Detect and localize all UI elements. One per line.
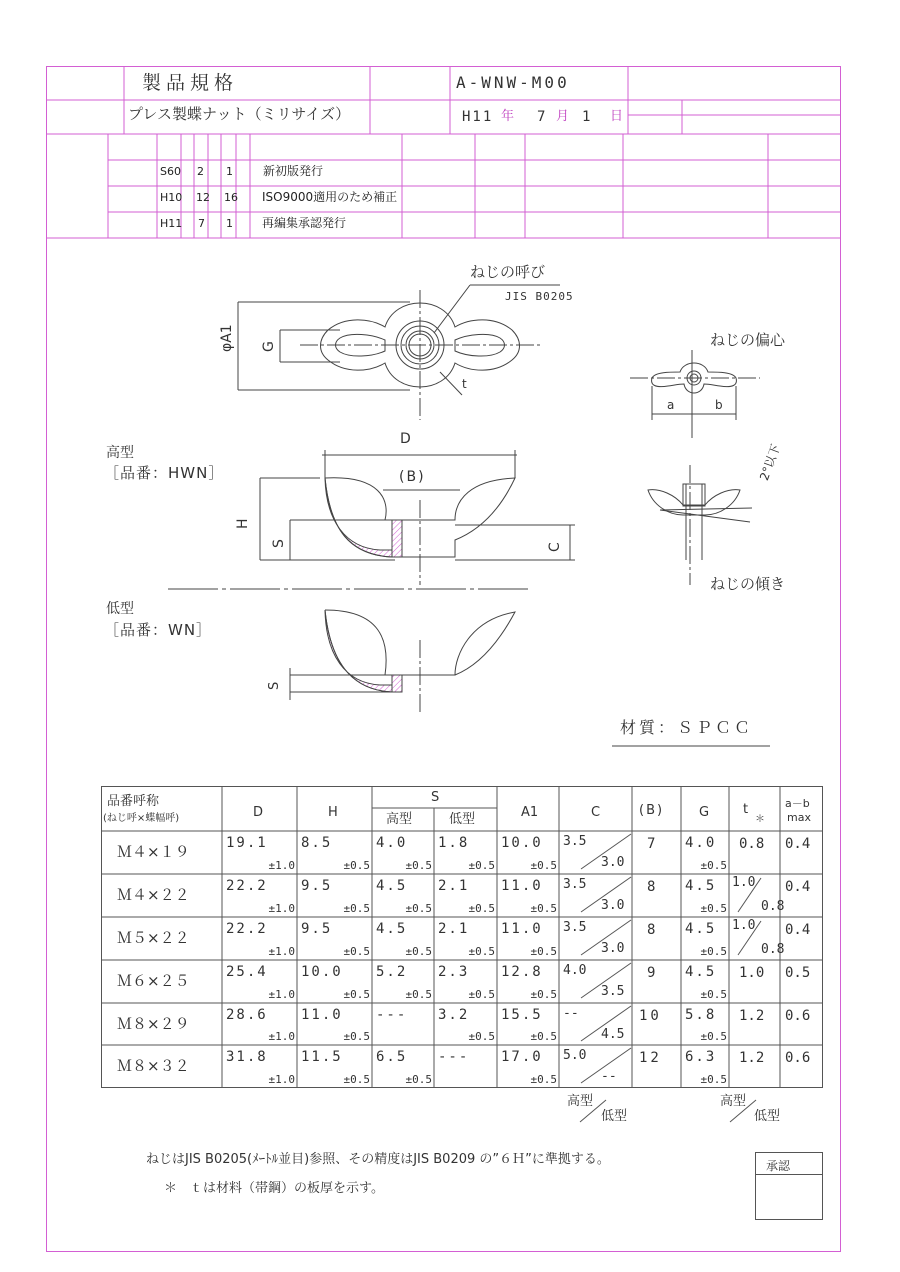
cell-G-tol: ±0.5 — [700, 902, 727, 915]
cell-B: 12 — [639, 1050, 662, 1066]
cell-S-low: --- — [438, 1049, 470, 1065]
cell-ab: 0.4 — [785, 879, 811, 895]
header-G: G — [699, 805, 710, 820]
cell-t-high: 1.0 — [732, 875, 756, 890]
cell-B: 9 — [647, 965, 656, 981]
rev-day: 1 — [226, 217, 233, 230]
cell-t-high: 1.0 — [732, 918, 756, 933]
cell-t: 1.2 — [739, 1008, 765, 1024]
rev-day: 1 — [226, 165, 233, 178]
rev-era: H11 — [160, 217, 183, 230]
cell-H-tol: ±0.5 — [343, 1073, 370, 1086]
cell-D: 31.8 — [226, 1049, 268, 1065]
header-A1: A1 — [521, 805, 539, 820]
cell-S-high: --- — [376, 1007, 408, 1023]
cell-C-low: -- — [601, 1069, 617, 1084]
cell-C-low: 3.5 — [601, 984, 625, 999]
high-type-code: ［品番：HWN］ — [104, 464, 225, 482]
cell-A1-tol: ±0.5 — [530, 902, 557, 915]
dim-phiA1: φA1 — [219, 324, 235, 352]
row-name: Ｍ８×３２ — [117, 1057, 190, 1075]
note-line-2: ＊ ｔは材料（帯鋼）の板厚を示す。 — [164, 1181, 384, 1196]
rev-month: 7 — [198, 217, 205, 230]
cell-A1: 15.5 — [501, 1007, 543, 1023]
cell-C-high: -- — [563, 1006, 579, 1021]
cell-C-low: 3.0 — [601, 898, 625, 913]
cell-S-high: 6.5 — [376, 1049, 408, 1065]
header-C: C — [591, 805, 601, 820]
cell-S-high-tol: ±0.5 — [405, 1073, 432, 1086]
doc-subtitle: プレス製蝶ナット（ミリサイズ） — [128, 105, 351, 123]
header-B: (B) — [639, 803, 665, 818]
rev-month: 12 — [196, 191, 210, 204]
header-t: t — [743, 802, 749, 817]
cell-S-high: 4.5 — [376, 878, 408, 894]
cell-C-low: 3.0 — [601, 855, 625, 870]
approval-label: 承認 — [756, 1153, 822, 1175]
doc-title: 製品規格 — [142, 72, 239, 94]
cell-S-low: 2.1 — [438, 921, 470, 937]
cell-D: 22.2 — [226, 878, 268, 894]
header-name: 品番呼称 — [107, 794, 160, 809]
thread-label: ねじの呼び — [470, 263, 546, 281]
dim-B: (B) — [399, 469, 426, 485]
cell-S-high-tol: ±0.5 — [405, 988, 432, 1001]
cell-C-low: 4.5 — [601, 1027, 625, 1042]
rev-note: 新初版発行 — [263, 164, 324, 178]
cell-t-low: 0.8 — [761, 899, 785, 914]
cell-C-high: 5.0 — [563, 1048, 587, 1063]
doc-number: A-WNW-M00 — [456, 73, 570, 92]
dim-a: a — [667, 398, 675, 412]
dim-t: t — [462, 377, 467, 391]
approval-box — [755, 1152, 823, 1220]
header-S-low: 低型 — [449, 812, 476, 827]
dim-D: D — [400, 431, 411, 447]
dim-H: H — [235, 518, 251, 529]
cell-G: 5.8 — [685, 1007, 717, 1023]
header-H: H — [328, 805, 338, 820]
cell-C-high: 3.5 — [563, 877, 587, 892]
header-S: S — [431, 790, 440, 805]
cell-A1-tol: ±0.5 — [530, 1073, 557, 1086]
header-D: D — [253, 805, 264, 820]
date-year-label: 年 — [501, 109, 515, 124]
header-S-high: 高型 — [386, 812, 413, 827]
cell-G: 4.5 — [685, 878, 717, 894]
cell-S-low-tol: ±0.5 — [468, 859, 495, 872]
cell-B: 10 — [639, 1008, 662, 1024]
date-era: H11 — [462, 109, 494, 125]
cell-S-low-tol: ±0.5 — [468, 1030, 495, 1043]
rev-note: 再編集承認発行 — [262, 216, 347, 230]
cell-D: 28.6 — [226, 1007, 268, 1023]
cell-D-tol: ±1.0 — [268, 1073, 295, 1086]
cell-S-low-tol: ±0.5 — [468, 902, 495, 915]
cell-H: 8.5 — [301, 835, 333, 851]
cell-B: 7 — [647, 836, 656, 852]
cell-S-low: 3.2 — [438, 1007, 470, 1023]
cell-ab: 0.4 — [785, 836, 811, 852]
cell-H: 11.5 — [301, 1049, 343, 1065]
cell-S-high-tol: ±0.5 — [405, 945, 432, 958]
cell-G-tol: ±0.5 — [700, 988, 727, 1001]
cell-G-tol: ±0.5 — [700, 945, 727, 958]
cell-A1-tol: ±0.5 — [530, 859, 557, 872]
legend-high: 高型 — [567, 1094, 594, 1109]
cell-B: 8 — [647, 879, 656, 895]
cell-S-high-tol: ±0.5 — [405, 902, 432, 915]
cell-D-tol: ±1.0 — [268, 988, 295, 1001]
cell-H-tol: ±0.5 — [343, 988, 370, 1001]
header-name-sub: (ねじ呼×蝶幅呼) — [103, 813, 180, 824]
cell-G-tol: ±0.5 — [700, 859, 727, 872]
dim-b: b — [715, 398, 723, 412]
tilt-title: ねじの傾き — [710, 575, 786, 593]
cell-D: 19.1 — [226, 835, 268, 851]
cell-A1: 11.0 — [501, 878, 543, 894]
thread-standard: JIS B0205 — [505, 290, 574, 303]
tilt-angle: 2°以下 — [757, 442, 784, 483]
rev-day: 16 — [224, 191, 238, 204]
cell-H-tol: ±0.5 — [343, 902, 370, 915]
cell-S-low: 2.3 — [438, 964, 470, 980]
legend-low-2: 低型 — [754, 1109, 781, 1124]
cell-S-high: 4.5 — [376, 921, 408, 937]
cell-G-tol: ±0.5 — [700, 1073, 727, 1086]
cell-D: 25.4 — [226, 964, 268, 980]
cell-t: 1.0 — [739, 965, 765, 981]
cell-D-tol: ±1.0 — [268, 1030, 295, 1043]
cell-ab: 0.5 — [785, 965, 811, 981]
dim-S-low: S — [267, 681, 282, 690]
cell-S-low-tol: ±0.5 — [468, 945, 495, 958]
cell-t-low: 0.8 — [761, 942, 785, 957]
row-name: Ｍ５×２２ — [117, 929, 190, 947]
cell-ab: 0.6 — [785, 1050, 811, 1066]
cell-H: 11.0 — [301, 1007, 343, 1023]
cell-H: 9.5 — [301, 878, 333, 894]
cell-S-high: 5.2 — [376, 964, 408, 980]
rev-month: 2 — [197, 165, 204, 178]
legend-high-2: 高型 — [720, 1094, 747, 1109]
cell-H-tol: ±0.5 — [343, 945, 370, 958]
cell-G: 4.5 — [685, 921, 717, 937]
rev-era: H10 — [160, 191, 183, 204]
cell-C-high: 3.5 — [563, 920, 587, 935]
cell-A1: 11.0 — [501, 921, 543, 937]
cell-G: 4.0 — [685, 835, 717, 851]
cell-S-low: 1.8 — [438, 835, 470, 851]
cell-A1-tol: ±0.5 — [530, 1030, 557, 1043]
date-day-label: 日 — [610, 109, 624, 124]
header-ab-sub: max — [787, 811, 811, 824]
header-ab: a－b — [785, 797, 810, 810]
cell-S-low: 2.1 — [438, 878, 470, 894]
cell-A1-tol: ±0.5 — [530, 988, 557, 1001]
low-type-label: 低型 — [106, 601, 134, 617]
cell-G-tol: ±0.5 — [700, 1030, 727, 1043]
cell-S-high: 4.0 — [376, 835, 408, 851]
material-spec: 材質：ＳＰＣＣ — [620, 718, 754, 737]
cell-G: 6.3 — [685, 1049, 717, 1065]
cell-ab: 0.6 — [785, 1008, 811, 1024]
row-name: Ｍ８×２９ — [117, 1015, 190, 1033]
cell-B: 8 — [647, 922, 656, 938]
cell-ab: 0.4 — [785, 922, 811, 938]
cell-D: 22.2 — [226, 921, 268, 937]
legend-low: 低型 — [601, 1109, 628, 1124]
cell-D-tol: ±1.0 — [268, 945, 295, 958]
rev-era: S60 — [160, 165, 181, 178]
row-name: Ｍ４×２２ — [117, 886, 190, 904]
cell-D-tol: ±1.0 — [268, 902, 295, 915]
high-type-label: 高型 — [106, 445, 134, 461]
cell-A1: 17.0 — [501, 1049, 543, 1065]
date-month-label: 月 — [556, 109, 570, 124]
cell-H-tol: ±0.5 — [343, 859, 370, 872]
low-type-code: ［品番：WN］ — [104, 621, 213, 639]
cell-t: 0.8 — [739, 836, 765, 852]
header-t-mark: ＊ — [755, 814, 765, 825]
cell-C-low: 3.0 — [601, 941, 625, 956]
dim-G: G — [261, 341, 277, 352]
cell-H-tol: ±0.5 — [343, 1030, 370, 1043]
cell-H: 10.0 — [301, 964, 343, 980]
cell-S-low-tol: ±0.5 — [468, 988, 495, 1001]
cell-C-high: 4.0 — [563, 963, 587, 978]
cell-G: 4.5 — [685, 964, 717, 980]
cell-A1: 10.0 — [501, 835, 543, 851]
row-name: Ｍ４×１９ — [117, 843, 190, 861]
cell-D-tol: ±1.0 — [268, 859, 295, 872]
date-month: 7 — [537, 109, 546, 125]
cell-C-high: 3.5 — [563, 834, 587, 849]
note-line-1: ねじはJIS B0205(ﾒｰﾄﾙ並目)参照、その精度はJIS B0209 の”６Ｈ”に準拠する。 — [146, 1152, 610, 1167]
dim-C: C — [547, 542, 563, 552]
cell-t: 1.2 — [739, 1050, 765, 1066]
cell-A1-tol: ±0.5 — [530, 945, 557, 958]
cell-A1: 12.8 — [501, 964, 543, 980]
eccentric-title: ねじの偏心 — [710, 331, 786, 349]
cell-S-high-tol: ±0.5 — [405, 859, 432, 872]
date-day: 1 — [582, 109, 591, 125]
dim-S: S — [271, 539, 287, 548]
row-name: Ｍ６×２５ — [117, 972, 190, 990]
rev-note: ISO9000適用のため補正 — [262, 190, 398, 204]
cell-H: 9.5 — [301, 921, 333, 937]
